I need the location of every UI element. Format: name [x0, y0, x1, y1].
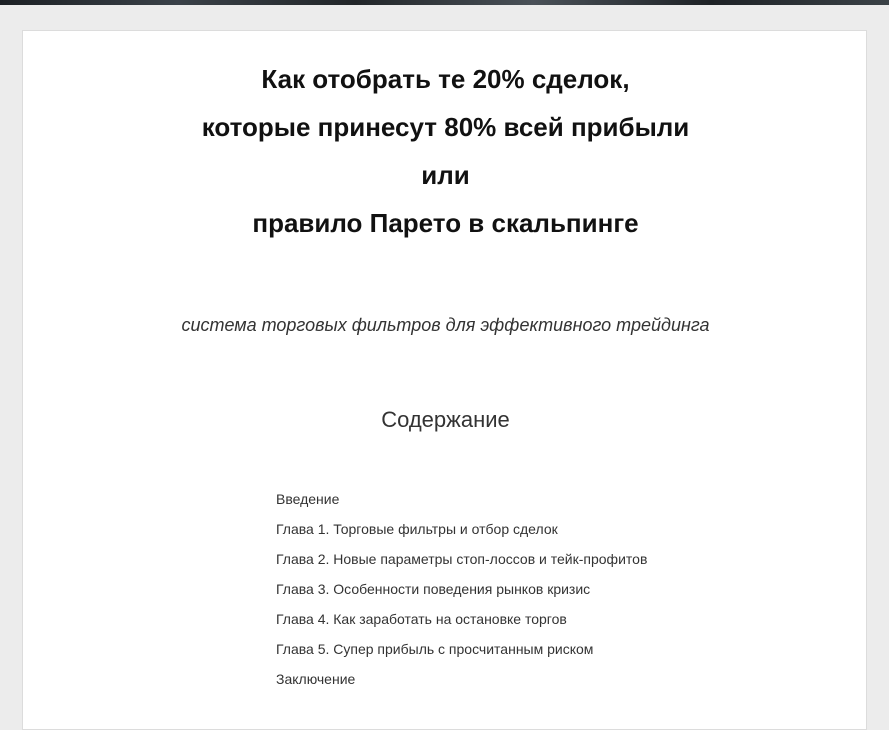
toc-heading: Содержание: [381, 407, 510, 432]
toc-item-chapter-5[interactable]: Глава 5. Супер прибыль с просчитанным риском: [276, 641, 594, 657]
title-line-1: Как отобрать те 20% сделок,: [261, 64, 630, 94]
document-subtitle: система торговых фильтров для эффективного трейдинга: [181, 315, 710, 335]
toc-item-chapter-3[interactable]: Глава 3. Особенности поведения рынков кризис: [276, 581, 591, 597]
title-line-2: которые принесут 80% всей прибыли: [201, 112, 690, 142]
toc-list: [276, 489, 647, 699]
toc-item-conclusion[interactable]: Заключение: [276, 671, 356, 687]
document-page: [22, 30, 867, 730]
toc-item-chapter-2[interactable]: Глава 2. Новые параметры стоп-лоссов и тейк-профитов: [276, 551, 648, 567]
title-line-3: или: [421, 160, 470, 190]
toc-item-chapter-1[interactable]: Глава 1. Торговые фильтры и отбор сделок: [276, 521, 558, 537]
toc-item-chapter-4[interactable]: Глава 4. Как заработать на остановке торгов: [276, 611, 567, 627]
title-line-4: правило Парето в скальпинге: [252, 208, 639, 238]
toc-item-introduction[interactable]: Введение: [276, 491, 340, 507]
window-top-strip: [0, 0, 889, 5]
